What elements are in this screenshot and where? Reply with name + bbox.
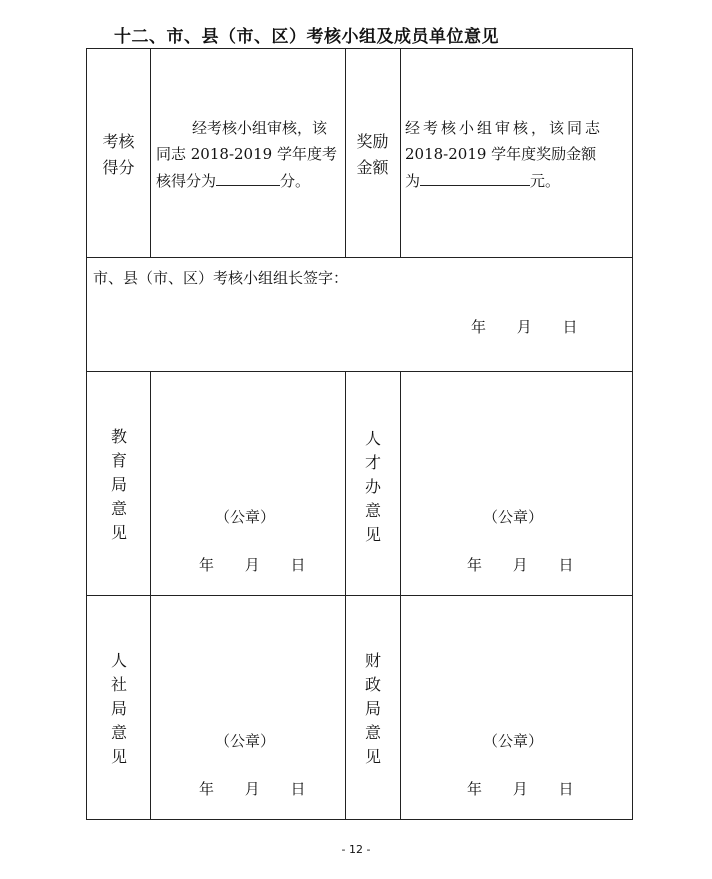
column-divider <box>400 371 401 819</box>
column-divider <box>400 49 401 257</box>
opinion-form-table <box>86 48 633 820</box>
hr-social-security-bureau-label: 人 社 局 意 见 <box>110 651 127 766</box>
leader-signature-label: 市、县（市、区）考核小组组长签字： <box>93 269 349 287</box>
official-seal-placeholder: （公章） <box>215 732 276 750</box>
column-divider <box>345 371 346 819</box>
signature-date: 年 月 日 <box>199 780 306 798</box>
column-divider <box>150 49 151 257</box>
talent-office-label: 人 才 办 意 见 <box>364 429 381 544</box>
official-seal-placeholder: （公章） <box>215 508 276 526</box>
row-divider <box>87 257 632 258</box>
row-divider <box>87 371 632 372</box>
page-number: - 12 - <box>341 843 371 856</box>
signature-date: 年 月 日 <box>199 556 306 574</box>
official-seal-placeholder: （公章） <box>483 732 544 750</box>
score-label: 考核 得分 <box>102 132 135 177</box>
reward-text: 经考核小组审核，该同志 2018-2019 学年度奖励金额 为 元。 <box>405 119 604 190</box>
official-seal-placeholder: （公章） <box>483 508 544 526</box>
page-title: 十二、市、县（市、区）考核小组及成员单位意见 <box>114 27 499 47</box>
score-text: 经考核小组审核，该 同志 2018-2019 学年度考 核得分为 分。 <box>156 119 337 190</box>
finance-bureau-label: 财 政 局 意 见 <box>364 651 381 766</box>
column-divider <box>150 371 151 819</box>
row-divider <box>87 595 632 596</box>
score-blank-field[interactable] <box>216 167 280 186</box>
reward-label: 奖励 金额 <box>356 132 389 177</box>
education-bureau-label: 教 育 局 意 见 <box>110 427 127 542</box>
reward-blank-field[interactable] <box>420 167 530 186</box>
signature-date: 年 月 日 <box>467 780 574 798</box>
leader-signature-date: 年 月 日 <box>471 318 578 336</box>
signature-date: 年 月 日 <box>467 556 574 574</box>
